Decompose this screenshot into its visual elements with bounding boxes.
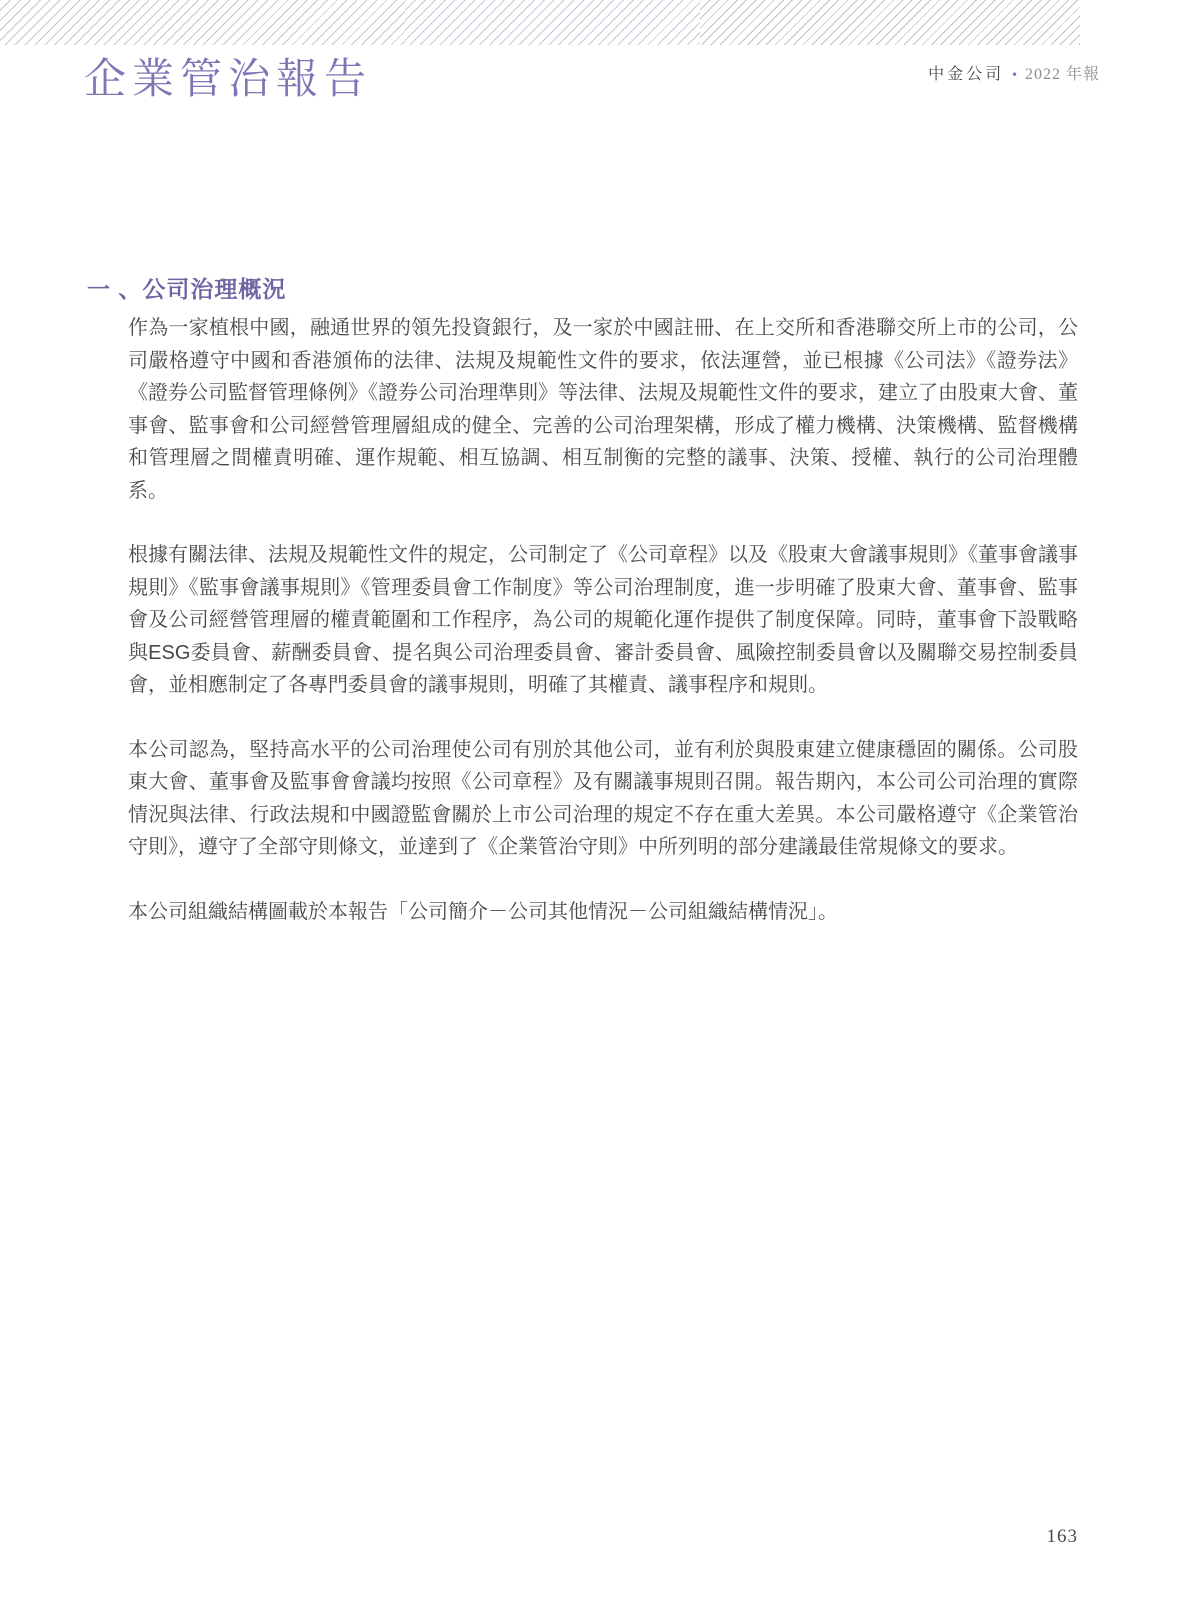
hatch-texture-middle bbox=[405, 0, 700, 45]
decorative-hatch-band bbox=[0, 0, 1080, 45]
paragraph-1: 作為一家植根中國，融通世界的領先投資銀行，及一家於中國註冊、在上交所和香港聯交所上市的公司，公司嚴格遵守中國和香港頒佈的法律、法規及規範性文件的要求，依法運營，並已根據《公司法》《證券法》《證券公司監督管理條例》《證券公司治理準則》等法律、法規及規範性文件的要求，建立了由股東大會、董事會、監事會和公司經營管理層組成的健全、完善的公司治理架構，形成了權力機構、決策機構、監督機構和管理層之間權責明確、運作規範、相互協調、相互制衡的完整的議事、決策、授權、執行的公司治理體系。 bbox=[128, 317, 1078, 502]
company-name: 中金公司 bbox=[928, 66, 1005, 83]
hatch-texture-right bbox=[700, 0, 1080, 45]
hatch-texture-left bbox=[0, 0, 405, 45]
report-header bbox=[0, 61, 1100, 84]
section-heading: 一 、公司治理概況 bbox=[87, 276, 287, 302]
bullet-separator-icon: • bbox=[1012, 68, 1017, 83]
document-title: 企業管治報告 bbox=[84, 57, 373, 103]
paragraph-2: 根據有關法律、法規及規範性文件的規定，公司制定了《公司章程》以及《股東大會議事規則》《董事會議事規則》《監事會議事規則》《管理委員會工作制度》等公司治理制度，進一步明確了股東大會、董事會、監事會及公司經營管理層的權責範圍和工作程序，為公司的規範化運作提供了制度保障。同時，董事會下設戰略與ESG委員會、薪酬委員會、提名與公司治理委員會、審計委員會、風險控制委員會以及關聯交易控制委員會，並相應制定了各專門委員會的議事規則，明確了其權責、議事程序和規則。 bbox=[128, 544, 1078, 696]
report-edition: 2022 年報 bbox=[1024, 66, 1100, 83]
body-text bbox=[128, 312, 1078, 928]
paragraph-4: 本公司組織結構圖載於本報告「公司簡介－公司其他情況－公司組織結構情況」。 bbox=[128, 900, 838, 923]
paragraph-3: 本公司認為，堅持高水平的公司治理使公司有別於其他公司，並有利於與股東建立健康穩固的關係。公司股東大會、董事會及監事會會議均按照《公司章程》及有關議事規則召開。報告期內，本公司公司治理的實際情況與法律、行政法規和中國證監會關於上市公司治理的規定不存在重大差異。本公司嚴格遵守《企業管治守則》，遵守了全部守則條文，並達到了《企業管治守則》中所列明的部分建議最佳常規條文的要求。 bbox=[128, 738, 1078, 858]
page-number: 163 bbox=[1046, 1526, 1078, 1547]
